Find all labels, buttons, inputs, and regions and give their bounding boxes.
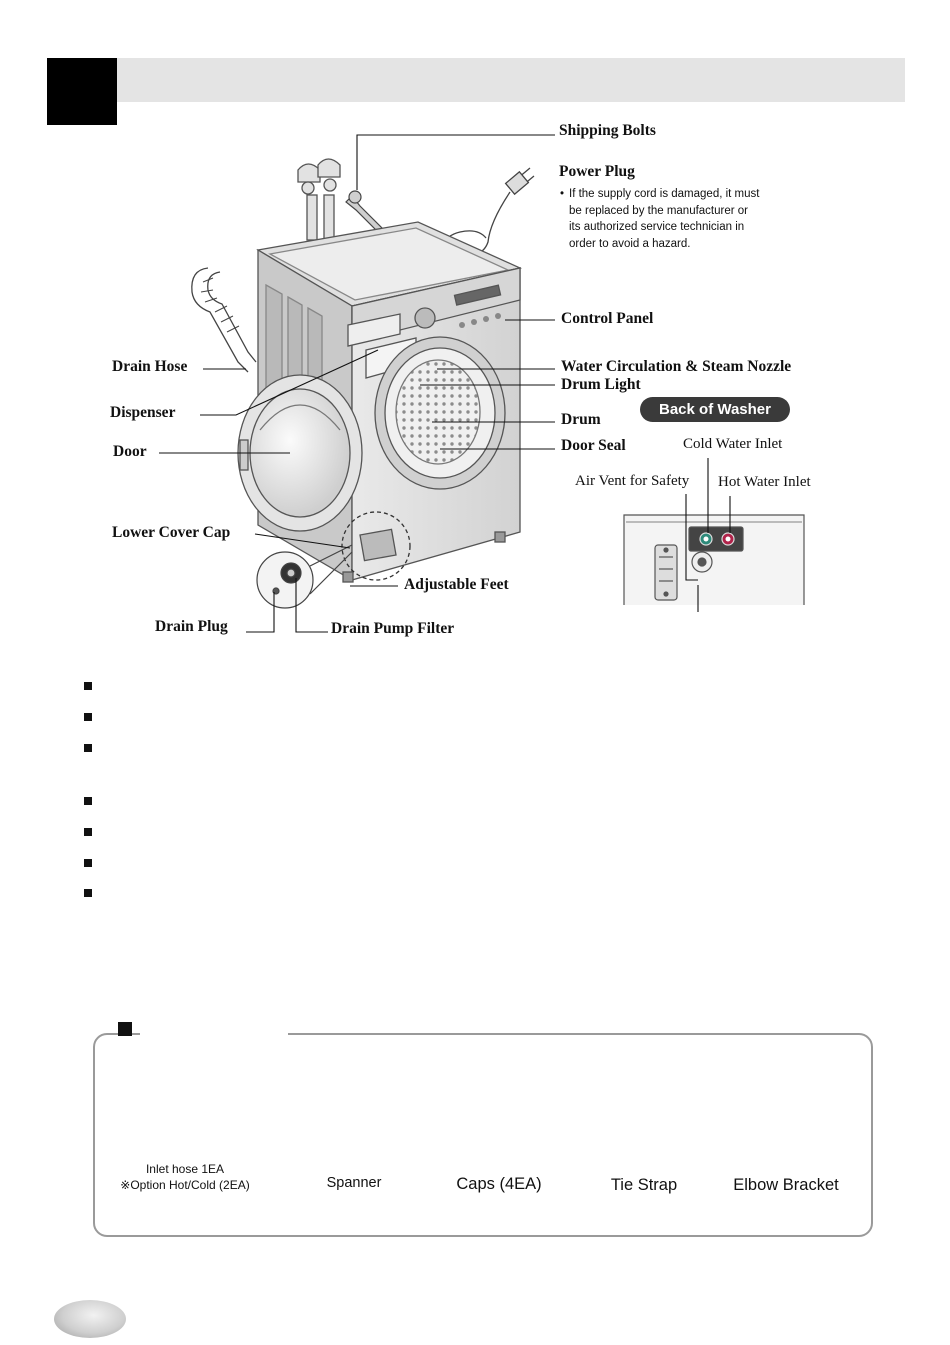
bullet-marker [84,859,92,867]
label-drum: Drum [561,411,601,428]
bullet-marker [84,682,92,690]
label-door: Door [113,443,147,460]
label-drain-plug: Drain Plug [155,618,228,635]
accessory-caps: Caps (4EA) [456,1175,542,1193]
label-dispenser: Dispenser [110,404,176,421]
label-hot-water-inlet: Hot Water Inlet [718,474,811,490]
accessories-box [93,1033,873,1237]
label-cold-water-inlet: Cold Water Inlet [683,436,783,452]
inlet-hose-label: Inlet hose 1EA [145,1162,225,1176]
bullet-marker [84,889,92,897]
label-air-vent: Air Vent for Safety [575,473,690,489]
note-text: If the supply cord is damaged, it must be replaced by the manufacturer or its authorized service technician in order to avoid a hazard. [569,188,760,250]
label-lower-cover-cap: Lower Cover Cap [112,524,231,541]
label-adjustable-feet: Adjustable Feet [404,576,509,593]
label-control-panel: Control Panel [561,310,654,327]
label-door-seal: Door Seal [561,437,626,454]
label-drain-pump-filter: Drain Pump Filter [331,620,455,637]
label-water-circulation: Water Circulation & Steam Nozzle [561,358,792,375]
accessory-elbow-bracket: Elbow Bracket [733,1176,839,1194]
label-drain-hose: Drain Hose [112,358,188,375]
accessories-bullet [118,1022,132,1036]
accessory-spanner: Spanner [326,1175,382,1191]
bullet-marker [84,713,92,721]
note-bullet: • [560,188,565,200]
washer-body-illustration [238,222,520,582]
label-drum-light: Drum Light [561,376,641,393]
bullet-marker [84,744,92,752]
accessory-inlet-hose [110,1161,260,1193]
inlet-taps-illustration [298,159,340,240]
label-shipping-bolts: Shipping Bolts [559,122,656,139]
accessory-tie-strap: Tie Strap [610,1176,678,1194]
inlet-hose-option: ※Option Hot/Cold (2EA) [120,1178,250,1192]
label-power-plug: Power Plug [559,163,635,180]
back-of-washer-badge: Back of Washer [640,397,790,422]
power-plug-note [560,186,760,252]
back-panel-illustration [624,515,804,605]
page-number-oval [54,1300,126,1338]
shipping-bolt-illustration [346,191,382,232]
bullet-marker [84,797,92,805]
bullet-marker [84,828,92,836]
drain-hose-illustration [192,268,256,372]
accessories-title-gap [140,1028,288,1038]
